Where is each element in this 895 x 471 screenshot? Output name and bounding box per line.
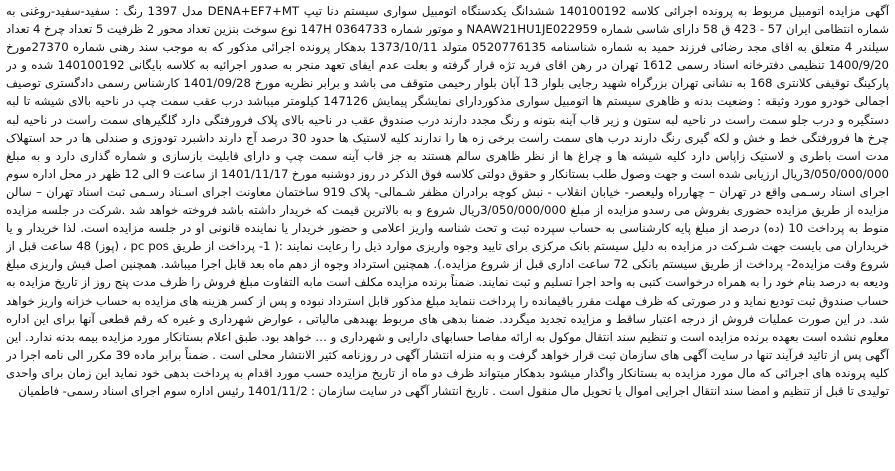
- auction-notice-text: آگهی مزایده اتومبیل مربوط به پرونده اجرائی کلاسه 140100192 ششدانگ یکدستگاه اتومبیل سواری سیستم دنا تیپ DENA+EF7+MT مدل 1397 رنگ : سفید-سفید-روغنی به شماره انتظامی ایران 57 - 423 ق 58 دارای شاسی شماره NAAW21HU1JE022959 و موتور شماره 0364733 147H نوع سوخت بنزین تعداد محور 2 ظرفیت 5 تعداد چرخ 4 تعداد سیلندر 4 متعلق به اقای مجد رضائی فرزند حمید به شماره شناسنامه 0520776135 متولد 1373/10/11 بدهکار پرونده اجرائی مذکور که به موجب سند رهنی شماره 27370مورخ 1400/9/20 تنظیمی دفترخانه اسناد رسمی 1612 تهران در رهن اقای فرید تژه قرار گرفته و بعلت عدم ایفای تعهد منجر به صدور اجرائیه به کلاسه بایگانی 140100192 شده و در پارکینگ توقیفی کلانتری 168 به نشانی تهران بزرگراه شهید رجایی بلوار 13 آبان بلوار رحیمی متوقف می باشد و برابر نظریه مورخ 1401/09/28 کارشناس رسمی دادگستری توصیف اجمالی خودرو مورد وثیقه : وضعیت بدنه و ظاهری سیستم ها اتومبیل سواری مذکوردارای نمایشگر پیمایش 147126 کیلومتر میباشد درب عقب سمت چپ در ناحیه بالای شیشه تا لبه دستگیره و درب جلو سمت راست در ناحیه لبه ستون و زیر قاب آینه بتونه و رنگ مجدد دارند درب صندوق عقب در ناحیه بالای پلاک فرورفتگی دارد گلگیرهای سمت راست در ناحیه لبه چرخ ها فرورفتگی خط و خش و لکه گیری رنگ دارند درب های سمت راست برخی زه ها را ندارند کلیه لاستیک ها حدود 30 درصد آج دارند داشبرد تودوزی و صندلی ها در حد استهلاک مدت است باطری و لاستیک زاپاس دارد کلیه شیشه ها و چراغ ها از نظر ظاهری سالم هستند به جز قاب آینه سمت چپ و دارای قابلیت بازسازی و شماره گذاری دارد و به مبلغ 3/050/000/000ریال ارزیابی شده است و جهت وصول طلب بستانکار و حقوق دولتی کلاسه فوق الذکر در روز دوشنبه مورخ 1401/11/17 از ساعت 9 الی 12 ظهر در محل اداره سوم اجرای اسناد رسـمی واقع در تهران – چهارراه ولیعصر- خیابان انقلاب - نبش کوچه برادران مظفر شـمالی- پلاک 919 ساختمان معاونت اجرای اسـناد رسـمی ثبت اسناد تهران – سالن مزایده از طریق مزایده حضوری بفروش می رسدو مزایده از مبلغ 3/050/000/000ریال شروع و به بالاترین قیمت که خریدار داشته باشد فروخته خواهد شد .شرکت در جلسه مزایده منوط به پرداخت 10 (ده) درصد از مبلغ پایه کارشناسی به حساب سپرده ثبت و تحت شناسه واریز اعلامی و حضور خریدار یا نماینده قانونی او در جلسه مزایده است. لذا خریدار و یا خریداران می بایست جهت شـرکت در مزایده به دلیل سیستم بانک مرکزی برای تایید وجوه واریزی موارد ذیل را رعایت نمایند :( 1- پرداخت از طریق pc pos ، (پوز) 48 ساعت قبل از شروع وقت مزایده2- پرداخت از طریق سیستم بانکی 72 ساعت اداری قبل از شروع مزایده.). همچنین استرداد وجوه از دهم ماه بعد قابل اجرا میباشد. همچنین اصل فیش واریزی مبلغ ودیعه به درصد بنام خود را به همراه درخواست کتبی به واحد اجرا تسلیم و ثبت نمایند. ضمناً برنده مزایده مکلف است مابه التفاوت مبلغ فروش را ظرف مدت پنج روز از تاریخ مزایده به حساب صندوق ثبت تودیع نماید و در صورتی که ظرف مهلت مقرر باقیمانده را پرداخت ننماید مبلغ مذکور قابل استرداد نبوده و پس از کسر هزینه های مزایده به حساب خزانه واریز خواهد شد. در این صورت عملیات فروش از درجه اعتبار ساقط و مزایده تجدید میگردد. ضمنا بدهی های مربوط بهبدهی مالیاتی ، عوارض شهرداری و غیره که رقم قطعی آنها برای این اداره معلوم نشده است بعهده برنده مزایده است و تنظیم سند انتقال موکول به ارائه مفاصا حسابهای دارایی و شهرداری و … خواهد بود. طبق اعلام بستانکار مورد مزایده بیمه بدنه ندارد. این آگهی پس از تائید فرآیند تنها در سایت آگهی های سازمان ثبت قرار خواهد گرفت و به منزله انتشار آگهی در روزنامه کثیر الانتشار محلی است . ضمناً برابر ماده 39 مکرر الی نامه اجرا در کلیه پرونده های اجرائی که مال مورد مزایده به بستانکار واگذار میشود بدهکار میتواند ظرف دو ماه از تاریخ مزایده حسب مورد اقدام به پرداخت بدهی خود نماید این زمان برای واحدی تولیدی تا قبل از تنظیم و امضا سند انتقال اجرایی اموال یا تحویل مال منقول است . تاریخ انتشار آگهی در سایت سازمان : 1401/11/2 رئیس اداره سوم اجرای اسناد رسمی- فاطمیان: [6, 4, 889, 398]
